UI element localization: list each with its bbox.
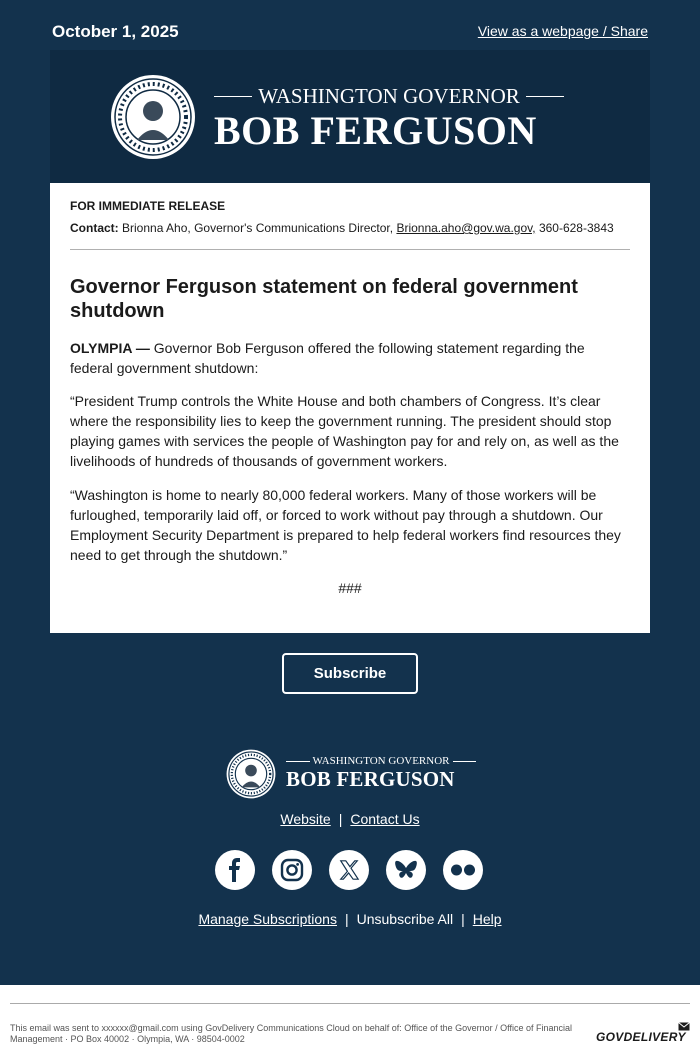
banner-name: BOB FERGUSON — [214, 108, 537, 153]
x-icon[interactable] — [329, 850, 369, 890]
contact-text: Brionna Aho, Governor's Communications Director, — [122, 221, 394, 235]
state-seal-icon — [110, 74, 196, 160]
top-bar — [52, 20, 648, 44]
contact-email-link[interactable]: Brionna.aho@gov.wa.gov, — [396, 221, 536, 235]
press-release-card — [50, 183, 650, 633]
quote-paragraph-2: “Washington is home to nearly 80,000 federal workers. Many of those workers will be furloughed, temporarily laid off, or forced to work without pay through a shutdown. Our Employment Security Department is prepared to help federal workers find resources they need to get through the shutdown.” — [70, 487, 621, 563]
instagram-icon[interactable] — [272, 850, 312, 890]
footer-links — [0, 811, 700, 827]
manage-subscriptions-link[interactable]: Manage Subscriptions — [198, 911, 337, 927]
email-date: October 1, 2025 — [52, 22, 179, 41]
banner-title — [214, 84, 564, 153]
intro-text: Governor Bob Ferguson offered the following statement regarding the federal government shutdown: — [70, 340, 585, 376]
envelope-icon — [678, 1022, 690, 1031]
article-headline: Governor Ferguson statement on federal government shutdown — [70, 276, 578, 322]
website-link[interactable]: Website — [280, 811, 331, 827]
footer-title — [286, 755, 476, 791]
view-as-webpage-link[interactable]: View as a webpage / Share — [477, 23, 648, 39]
contact-phone: 360-628-3843 — [538, 221, 614, 235]
banner-subtitle: WASHINGTON GOVERNOR — [258, 84, 520, 108]
subscribe-button[interactable]: Subscribe — [282, 653, 418, 694]
end-mark: ### — [338, 580, 362, 596]
contact-line — [70, 221, 630, 235]
contact-label: Contact: — [70, 221, 119, 235]
govdelivery-logo: GOVDELIVERY — [596, 1030, 686, 1044]
release-label: FOR IMMEDIATE RELEASE — [70, 199, 226, 213]
link-separator: | — [461, 911, 465, 927]
bluesky-icon[interactable] — [386, 850, 426, 890]
divider — [70, 249, 630, 250]
article-intro — [70, 338, 630, 378]
link-separator: | — [338, 811, 343, 827]
social-links — [215, 850, 485, 890]
footer-divider — [10, 1003, 690, 1004]
subscription-links — [0, 911, 700, 927]
dateline: OLYMPIA — — [70, 340, 150, 356]
footer-seal-icon — [226, 749, 276, 799]
footer-logo — [226, 749, 476, 799]
governor-banner — [50, 50, 650, 183]
flickr-icon[interactable] — [443, 850, 483, 890]
contact-us-link[interactable]: Contact Us — [350, 811, 420, 827]
footer-name: BOB FERGUSON — [286, 767, 455, 791]
quote-paragraph-1: “President Trump controls the White House and both chambers of Congress. It’s clear where the responsibility lies to keep the government running. The president should stop playing games with services the people of Washington pay for and rely on, as well as the livelihoods of hundreds of thousands of government workers. — [70, 393, 619, 469]
unsubscribe-all-link[interactable]: Unsubscribe All — [356, 911, 454, 927]
facebook-icon[interactable] — [215, 850, 255, 890]
link-separator: | — [344, 911, 349, 927]
footer-subtitle: WASHINGTON GOVERNOR — [312, 755, 450, 767]
email-disclaimer: This email was sent to xxxxxx@gmail.com using GovDelivery Communications Cloud on behalf of: Office of the Governor / Office of Financial Management · PO Box 40002 · Olympia, WA · 98504-0002 — [10, 1023, 573, 1044]
help-link[interactable]: Help — [472, 911, 502, 927]
